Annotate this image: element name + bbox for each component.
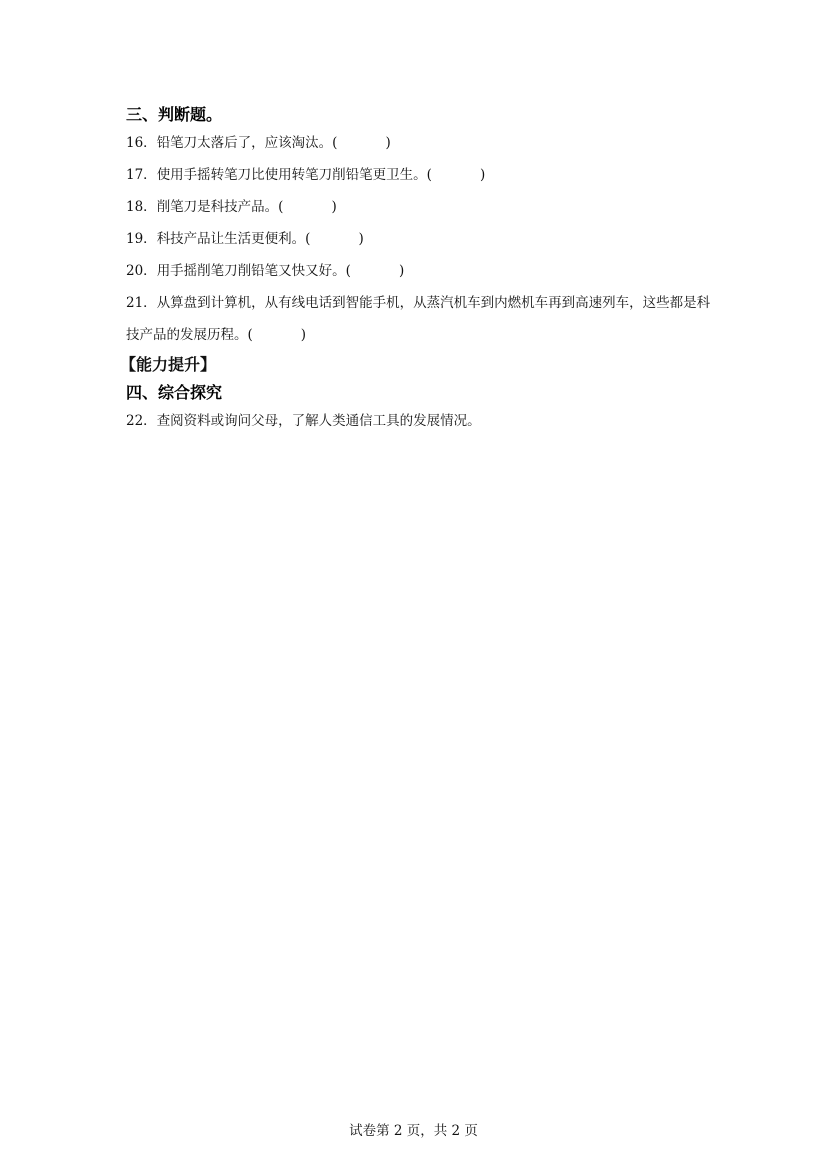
closing-paren: ) [331, 199, 337, 215]
question-text: 削笔刀是科技产品。( [156, 199, 284, 215]
question-19 [126, 229, 716, 249]
question-number: 20． [126, 263, 157, 279]
question-number: 18． [126, 199, 157, 215]
question-text: 从算盘到计算机，从有线电话到智能手机，从蒸汽机车到内燃机车再到高速列车，这些都是科技产品的发展历程。( [126, 295, 711, 343]
question-text: 科技产品让生活更便利。( [156, 231, 311, 247]
question-22 [126, 411, 716, 431]
closing-paren: ) [385, 135, 391, 151]
page-content [120, 104, 716, 443]
question-20 [126, 261, 716, 281]
section-3-heading: 三、判断题。 [126, 105, 223, 124]
question-number: 17． [126, 167, 157, 183]
question-17 [126, 165, 716, 185]
ability-heading: 【能力提升】 [120, 355, 217, 374]
question-text: 用手摇削笔刀削铅笔又快又好。( [156, 263, 351, 279]
question-text: 使用手摇转笔刀比使用转笔刀削铅笔更卫生。( [156, 167, 432, 183]
question-number: 19． [126, 231, 157, 247]
section-4-heading: 四、综合探究 [126, 383, 223, 402]
question-number: 22． [126, 413, 157, 429]
closing-paren: ) [300, 327, 307, 343]
question-text: 铅笔刀太落后了，应该淘汰。( [156, 135, 338, 151]
question-18 [126, 197, 716, 217]
question-text: 查阅资料或询问父母，了解人类通信工具的发展情况。 [156, 413, 481, 429]
page-footer: 试卷第 2 页，共 2 页 [349, 1123, 478, 1139]
question-number: 21． [126, 295, 157, 311]
closing-paren: ) [479, 167, 486, 183]
closing-paren: ) [358, 231, 364, 247]
question-number: 16． [126, 135, 157, 151]
question-21 [126, 287, 716, 351]
closing-paren: ) [398, 263, 405, 279]
question-16 [126, 133, 716, 153]
